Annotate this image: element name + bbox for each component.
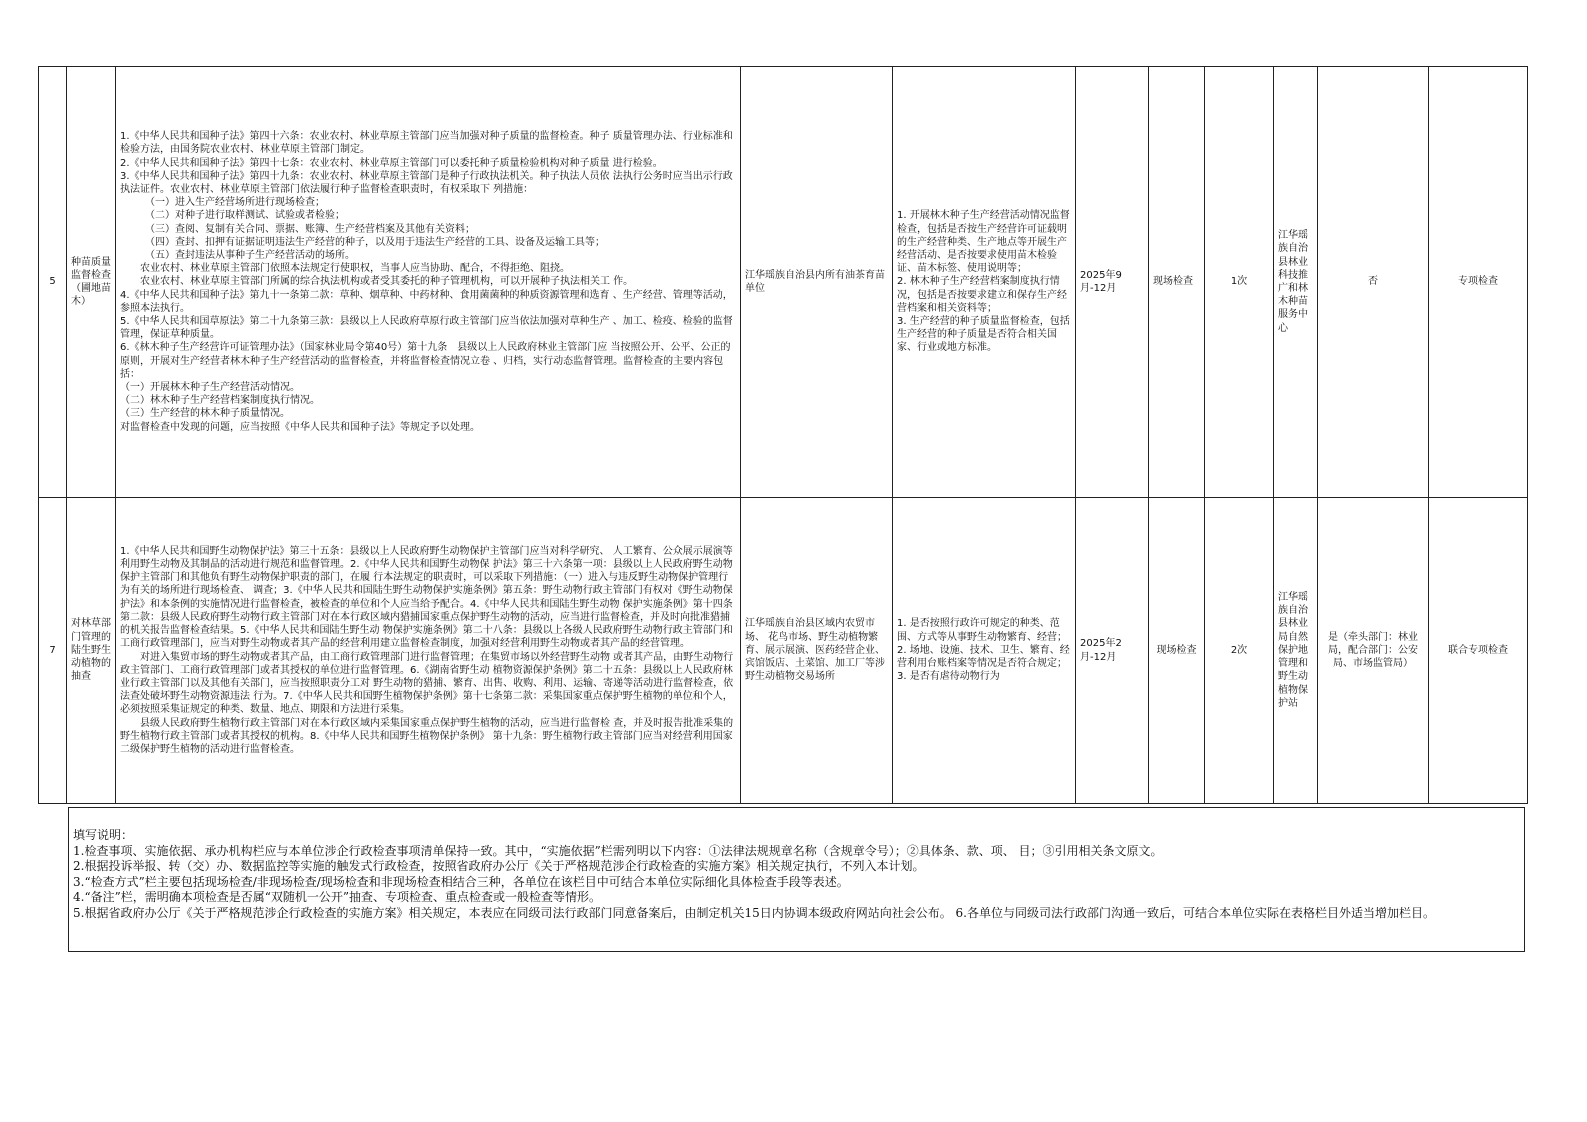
row-number: 7 [39,498,67,804]
inspection-content: 1. 是否按照行政许可规定的种类、范围、方式等从事野生动物繁育、经营； 2. 场地、设施、技术、卫生、繁育、经营利用台账档案等情况是否符合规定； 3. 是否有虐待动物行为 [893,498,1076,804]
responsible-org: 江华瑶族自治县林业科技推广和林木种苗服务中心 [1274,67,1318,498]
note-line: 2.根据投诉举报、转（交）办、数据监控等实施的触发式行政检查，按照省政府办公厅《关于严格规范涉企行政检查的实施方案》相关规定执行，不列入本计划。 [73,859,925,874]
legal-basis: 1.《中华人民共和国野生动物保护法》第三十五条：县级以上人民政府野生动物保护主管部门应当对科学研究、 人工繁育、公众展示展演等利用野生动物及其制品的活动进行规范和监督管理。2.《中华人民共和国野生动物保 护法》第三十六条第一项：县级以上人民政府野生动物保护主管部门和其他负有野生动物保护职责的部门，在履 行本法规定的职责时，可以采取下列措施：（一）进入与违反野生动物保护管理行为有关的场所进行现场检查、 调查；3.《中华人民共和国陆生野生动物保护实施条例》第五条：野生动物行政主管部门有权对《野生动物保护法》和本条例的实施情况进行监督检查，被检查的单位和个人应当给予配合。4.《中华人民共和国陆生野生动物 保护实施条例》第十四条第二款：县级人民政府野生动物行政主管部门对在本行政区域内猎捕国家重点保护野生动物的活动，应当进行监督检查，并及时向批准猎捕的机关报告监督检查结果。5.《中华人民共和国陆生野生动 物保护实施条例》第二十八条：县级以上各级人民政府野生动物行政主管部门和工商行政管理部门，应当对野生动物或者其产品的经营利用建立监督检查制度，加强对经营利用野生动物或者其产品的经营管理。 对进入集贸市场的野生动物或者其产品，由工商行政管理部门进行监督管理；在集贸市场以外经营野生动物 或者其产品，由野生动物行政主管部门、工商行政管理部门或者其授权的单位进行监督管理。6.《湖南省野生动 植物资源保护条例》第二十五条：县级以上人民政府林业行政主管部门以及其他有关部门，应当按照职责分工对 野生动物的猎捕、繁育、出售、收购、利用、运输、寄递等活动进行监督检查，依法查处破坏野生动物资源违法 行为。7.《中华人民共和国野生植物保护条例》第十七条第二款：采集国家重点保护野生植物的单位和个人，必须按照采集证规定的种类、数量、地点、期限和方法进行采集。 县级人民政府野生植物行政主管部门对在本行政区域内采集国家重点保护野生植物的活动，应当进行监督检 查，并及时报告批准采集的野生植物行政主管部门或者其授权的机构。8.《中华人民共和国野生植物保护条例》 第十九条：野生植物行政主管部门应当对经营利用国家二级保护野生植物的活动进行监督检查。 [116,498,741,804]
inspection-content: 1. 开展林木种子生产经营活动情况监督检查，包括是否按生产经营许可证载明的生产经营种类、生产地点等开展生产经营活动、是否按要求使用苗木检验证、苗木标签、使用说明等； 2. 林木种子生产经营档案制度执行情况，包括是否按要求建立和保存生产经营档案和相关资料等； 3. 生产经营的种子质量监督检查，包括生产经营的种子质量是否符合相关国家、行业或地方标准。 [893,67,1076,498]
inspection-item: 对林草部门管理的陆生野生动植物的抽查 [67,498,116,804]
notes-title: 填写说明： [73,828,134,842]
filling-instructions [68,807,1525,952]
inspection-count: 2次 [1205,498,1274,804]
table-row [39,67,1528,498]
inspection-target: 江华瑶族自治县内所有油茶育苗单位 [741,67,893,498]
responsible-org: 江华瑶族自治县林业局自然保护地管理和野生动植物保护站 [1274,498,1318,804]
note-line: 4.“备注”栏，需明确本项检查是否属“双随机一公开”抽查、专项检查、重点检查或一般检查等情形。 [73,890,601,905]
note-line: 5.根据省政府办公厅《关于严格规范涉企行政检查的实施方案》相关规定，本表应在同级司法行政部门同意备案后，由制定机关15日内协调本级政府网站向社会公布。 6.各单位与同级司法行政部门沟通一致后，可结合本单位实际在表格栏目外适当增加栏目。 [73,905,1435,920]
remark: 专项检查 [1429,67,1528,498]
inspection-count: 1次 [1205,67,1274,498]
inspection-time: 2025年9月-12月 [1076,67,1149,498]
inspection-item: 种苗质量监督检查（圃地苗木） [67,67,116,498]
joint-inspection: 是（牵头部门：林业局，配合部门：公安局、市场监管局） [1318,498,1429,804]
note-line: 1.检查事项、实施依据、承办机构栏应与本单位涉企行政检查事项清单保持一致。其中，“实施依据”栏需列明以下内容：①法律法规规章名称（含规章令号）；②具体条、款、项、 目；③引用相关条文原文。 [73,843,1163,858]
remark: 联合专项检查 [1429,498,1528,804]
joint-inspection: 否 [1318,67,1429,498]
inspection-plan-table [38,66,1528,804]
inspection-method: 现场检查 [1149,67,1205,498]
inspection-target: 江华瑶族自治县区域内农贸市场、 花鸟市场、野生动植物繁育、展示展演、医药经营企业、宾馆饭店、土菜馆、加工厂等涉野生动植物交易场所 [741,498,893,804]
inspection-method: 现场检查 [1149,498,1205,804]
row-number: 5 [39,67,67,498]
legal-basis: 1.《中华人民共和国种子法》第四十六条：农业农村、林业草原主管部门应当加强对种子质量的监督检查。种子 质量管理办法、行业标准和检验方法，由国务院农业农村、林业草原主管部门制定。 2.《中华人民共和国种子法》第四十七条：农业农村、林业草原主管部门可以委托种子质量检验机构对种子质量 进行检验。 3.《中华人民共和国种子法》第四十九条：农业农村、林业草原主管部门是种子行政执法机关。种子执法人员依 法执行公务时应当出示行政执法证件。农业农村、林业草原主管部门依法履行种子监督检查职责时，有权采取下 列措施： （一）进入生产经营场所进行现场检查； （二）对种子进行取样测试、试验或者检验； （三）查阅、复制有关合同、票据、账簿、生产经营档案及其他有关资料； （四）查封、扣押有证据证明违法生产经营的种子，以及用于违法生产经营的工具、设备及运输工具等； （五）查封违法从事种子生产经营活动的场所。 农业农村、林业草原主管部门依照本法规定行使职权，当事人应当协助、配合，不得拒绝、阻挠。 农业农村、林业草原主管部门所属的综合执法机构或者受其委托的种子管理机构，可以开展种子执法相关工 作。 4.《中华人民共和国种子法》第九十一条第二款：草种、烟草种、中药材种、食用菌菌种的种质资源管理和选育 、生产经营、管理等活动，参照本法执行。 5.《中华人民共和国草原法》第二十九条第三款：县级以上人民政府草原行政主管部门应当依法加强对草种生产 、加工、检疫、检验的监督管理，保证草种质量。 6.《林木种子生产经营许可证管理办法》（国家林业局令第40号）第十九条 县级以上人民政府林业主管部门应 当按照公开、公平、公正的原则，开展对生产经营者林木种子生产经营活动的监督检查，并将监督检查情况立卷 、归档，实行动态监督管理。监督检查的主要内容包括： （一）开展林木种子生产经营活动情况。 （二）林木种子生产经营档案制度执行情况。 （三）生产经营的林木种子质量情况。 对监督检查中发现的问题，应当按照《中华人民共和国种子法》等规定予以处理。 [116,67,741,498]
inspection-time: 2025年2月-12月 [1076,498,1149,804]
table-row [39,498,1528,804]
note-line: 3.“检查方式”栏主要包括现场检查/非现场检查/现场检查和非现场检查相结合三种，各单位在该栏目中可结合本单位实际细化具体检查手段等表述。 [73,874,849,889]
